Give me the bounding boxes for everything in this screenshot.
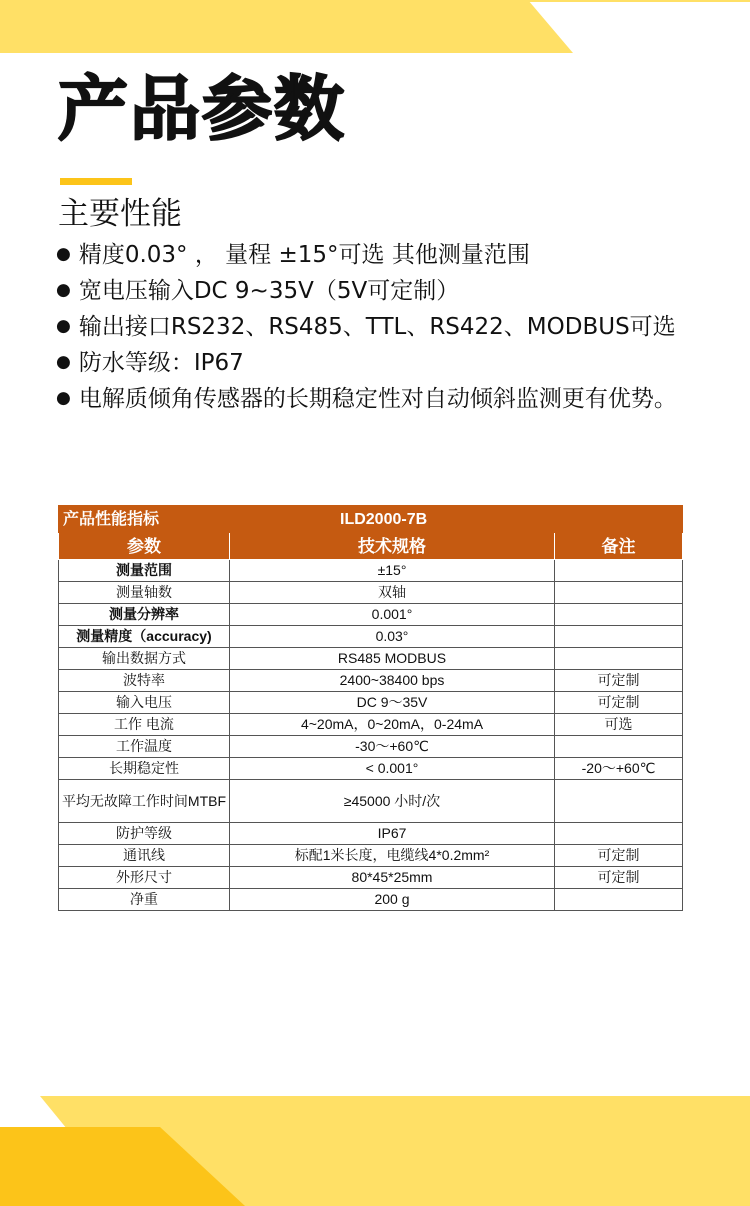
note-cell: 可选 xyxy=(555,714,683,736)
spec-cell: ±15° xyxy=(230,560,555,582)
column-header-note: 备注 xyxy=(555,533,683,560)
spec-cell: -30～+60℃ xyxy=(230,736,555,758)
param-cell: 测量分辨率 xyxy=(59,604,230,626)
table-title-row xyxy=(59,506,683,533)
column-header-param: 参数 xyxy=(59,533,230,560)
feature-text: 输出接口RS232、RS485、TTL、RS422、MODBUS可选 xyxy=(78,314,676,340)
table-row xyxy=(59,604,683,626)
bullet-icon: ● xyxy=(56,388,71,408)
param-cell: 输出数据方式 xyxy=(59,648,230,670)
spec-cell: < 0.001° xyxy=(230,758,555,780)
param-cell: 长期稳定性 xyxy=(59,758,230,780)
table-row xyxy=(59,648,683,670)
feature-text: 电解质倾角传感器的长期稳定性对自动倾斜监测更有优势。 xyxy=(78,386,677,412)
bullet-icon: ● xyxy=(56,352,71,372)
spec-table xyxy=(58,505,683,911)
note-cell xyxy=(555,889,683,911)
table-row xyxy=(59,582,683,604)
spec-cell: 0.03° xyxy=(230,626,555,648)
note-cell: 可定制 xyxy=(555,692,683,714)
feature-item xyxy=(56,274,696,310)
param-cell: 测量轴数 xyxy=(59,582,230,604)
top-banner-light xyxy=(0,0,573,53)
bullet-icon: ● xyxy=(56,280,71,300)
param-cell: 测量范围 xyxy=(59,560,230,582)
bottom-banner-decoration xyxy=(0,1096,750,1206)
bullet-icon: ● xyxy=(56,316,71,336)
param-cell: 通讯线 xyxy=(59,845,230,867)
section-subtitle: 主要性能 xyxy=(58,196,182,232)
feature-text: 宽电压输入DC 9~35V（5V可定制） xyxy=(78,278,460,304)
feature-text: 精度0.03° ， 量程 ±15°可选 其他测量范围 xyxy=(78,242,530,268)
feature-item xyxy=(56,382,696,418)
table-row xyxy=(59,560,683,582)
table-row xyxy=(59,626,683,648)
table-row xyxy=(59,758,683,780)
table-row xyxy=(59,692,683,714)
spec-cell: 标配1米长度，电缆线4*0.2mm² xyxy=(230,845,555,867)
param-cell: 外形尺寸 xyxy=(59,867,230,889)
table-header-row xyxy=(59,533,683,560)
feature-item xyxy=(56,346,696,382)
note-cell xyxy=(555,560,683,582)
page-title: 产品参数 xyxy=(58,68,346,150)
param-cell: 净重 xyxy=(59,889,230,911)
feature-item xyxy=(56,310,696,346)
table-row xyxy=(59,867,683,889)
feature-item xyxy=(56,238,696,274)
note-cell xyxy=(555,823,683,845)
feature-list xyxy=(56,238,696,418)
note-cell xyxy=(555,582,683,604)
param-cell: 工作 电流 xyxy=(59,714,230,736)
note-cell xyxy=(555,736,683,758)
note-cell: 可定制 xyxy=(555,670,683,692)
spec-cell: ≥45000 小时/次 xyxy=(230,780,555,823)
note-cell xyxy=(555,648,683,670)
note-cell: -20～+60℃ xyxy=(555,758,683,780)
note-cell: 可定制 xyxy=(555,845,683,867)
bullet-icon: ● xyxy=(56,244,71,264)
param-cell: 工作温度 xyxy=(59,736,230,758)
table-row xyxy=(59,780,683,823)
spec-cell: 200 g xyxy=(230,889,555,911)
param-cell: 平均无故障工作时间MTBF xyxy=(59,780,230,823)
table-row xyxy=(59,845,683,867)
param-cell: 防护等级 xyxy=(59,823,230,845)
table-row xyxy=(59,714,683,736)
note-cell xyxy=(555,626,683,648)
param-cell: 测量精度（accuracy) xyxy=(59,626,230,648)
title-accent-bar xyxy=(60,178,132,185)
top-banner-stripe xyxy=(0,0,750,2)
spec-cell: 4~20mA，0~20mA，0-24mA xyxy=(230,714,555,736)
column-header-spec: 技术规格 xyxy=(230,533,555,560)
param-cell: 输入电压 xyxy=(59,692,230,714)
spec-cell: 0.001° xyxy=(230,604,555,626)
note-cell xyxy=(555,780,683,823)
spec-cell: RS485 MODBUS xyxy=(230,648,555,670)
spec-cell: 80*45*25mm xyxy=(230,867,555,889)
table-row xyxy=(59,736,683,758)
table-row xyxy=(59,823,683,845)
table-model: ILD2000-7B xyxy=(230,506,683,533)
table-row xyxy=(59,670,683,692)
feature-text: 防水等级：IP67 xyxy=(78,350,244,376)
spec-cell: IP67 xyxy=(230,823,555,845)
table-row xyxy=(59,889,683,911)
spec-cell: 2400~38400 bps xyxy=(230,670,555,692)
spec-cell: DC 9～35V xyxy=(230,692,555,714)
note-cell: 可定制 xyxy=(555,867,683,889)
param-cell: 波特率 xyxy=(59,670,230,692)
table-title: 产品性能指标 xyxy=(59,506,230,533)
top-banner-decoration xyxy=(0,0,750,60)
note-cell xyxy=(555,604,683,626)
spec-cell: 双轴 xyxy=(230,582,555,604)
